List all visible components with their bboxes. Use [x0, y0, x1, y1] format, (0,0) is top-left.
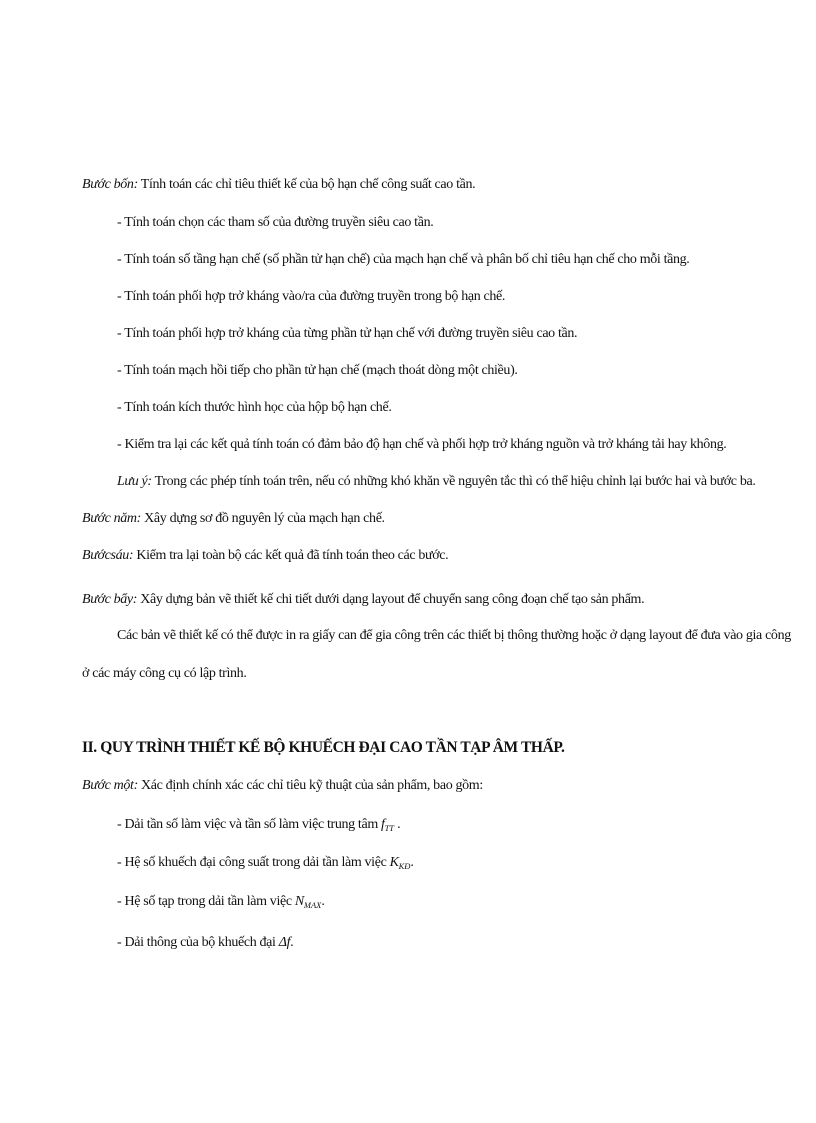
step-five-line: [82, 509, 385, 529]
bullet-line: - Tính toán phối hợp trở kháng vào/ra của đường truyền trong bộ hạn chế.: [117, 289, 506, 304]
note-line: [117, 472, 756, 492]
symbol: f: [381, 817, 385, 832]
step-seven-label: Bước bẩy:: [82, 592, 138, 607]
paragraph-line: Các bản vẽ thiết kế có thể được in ra giấy can để gia công trên các thiết bị thông thường hoặc ở dạng layout để đưa vào gia công: [117, 628, 791, 643]
paragraph-line: ở các máy công cụ có lập trình.: [82, 666, 247, 681]
step-five-text: Xây dựng sơ đồ nguyên lý của mạch hạn chế.: [141, 511, 385, 526]
step-one-label: Bước một:: [82, 778, 138, 793]
bullet-line: - Tính toán kích thước hình học của hộp bộ hạn chế.: [117, 400, 392, 415]
note-text: Trong các phép tính toán trên, nếu có những khó khăn về nguyên tắc thì có thể hiệu chỉnh lại bước hai và bước ba.: [151, 474, 756, 489]
step-four-text: Tính toán các chỉ tiêu thiết kế của bộ hạn chế công suất cao tần.: [137, 177, 476, 192]
step-four-line: [82, 175, 475, 195]
step-six-text: Kiểm tra lại toàn bộ các kết quả đã tính toán theo các bước.: [133, 548, 449, 563]
step-seven-line: [82, 590, 644, 610]
step-one-line: [82, 776, 483, 796]
step-four-label: Bước bốn:: [82, 177, 138, 192]
bullet-line: - Kiểm tra lại các kết quả tính toán có đảm bảo độ hạn chế và phối hợp trở kháng nguồn và trở kháng tải hay không.: [117, 437, 727, 452]
step-six-label: Bướcsáu:: [82, 548, 134, 563]
bullet-line: - Tính toán chọn các tham số của đường truyền siêu cao tần.: [117, 215, 434, 230]
spec-bullet-bandwidth: - Dải thông của bộ khuếch đại Δf.: [117, 935, 294, 950]
spec-bullet-noise: - Hệ số tạp trong dải tần làm việc $N_{MAX}$.: [117, 894, 325, 910]
bullet-line: - Tính toán mạch hồi tiếp cho phần tử hạn chế (mạch thoát dòng một chiều).: [117, 363, 518, 378]
step-seven-text: Xây dựng bản vẽ thiết kế chi tiết dưới dạng layout để chuyển sang công đoạn chế tạo sản phẩm.: [137, 592, 645, 607]
symbol-subscript: KĐ: [398, 861, 411, 871]
symbol-subscript: TT: [384, 823, 395, 833]
note-label: Lưu ý:: [117, 474, 152, 489]
section-heading: II. QUY TRÌNH THIẾT KẾ BỘ KHUẾCH ĐẠI CAO TẦN TẠP ÂM THẤP.: [82, 739, 565, 756]
step-five-label: Bước năm:: [82, 511, 141, 526]
spec-bullet-gain: - Hệ số khuếch đại công suất trong dải tần làm việc $K_{KĐ}$.: [117, 855, 414, 871]
spec-bullet-frequency: - Dải tần số làm việc và tần số làm việc trung tâm $f_{TT}$ .: [117, 817, 401, 833]
symbol: K: [389, 855, 399, 870]
step-six-line: [82, 546, 448, 566]
symbol: Δf: [278, 935, 291, 950]
bullet-line: - Tính toán số tầng hạn chế (số phần tử hạn chế) của mạch hạn chế và phân bố chỉ tiêu hạn chế cho mỗi tầng.: [117, 252, 690, 267]
symbol-subscript: MAX: [303, 900, 322, 910]
symbol: N: [294, 894, 304, 909]
step-one-text: Xác định chính xác các chỉ tiêu kỹ thuật của sản phẩm, bao gồm:: [137, 778, 483, 793]
bullet-line: - Tính toán phối hợp trở kháng của từng phần tử hạn chế với đường truyền siêu cao tần.: [117, 326, 578, 341]
